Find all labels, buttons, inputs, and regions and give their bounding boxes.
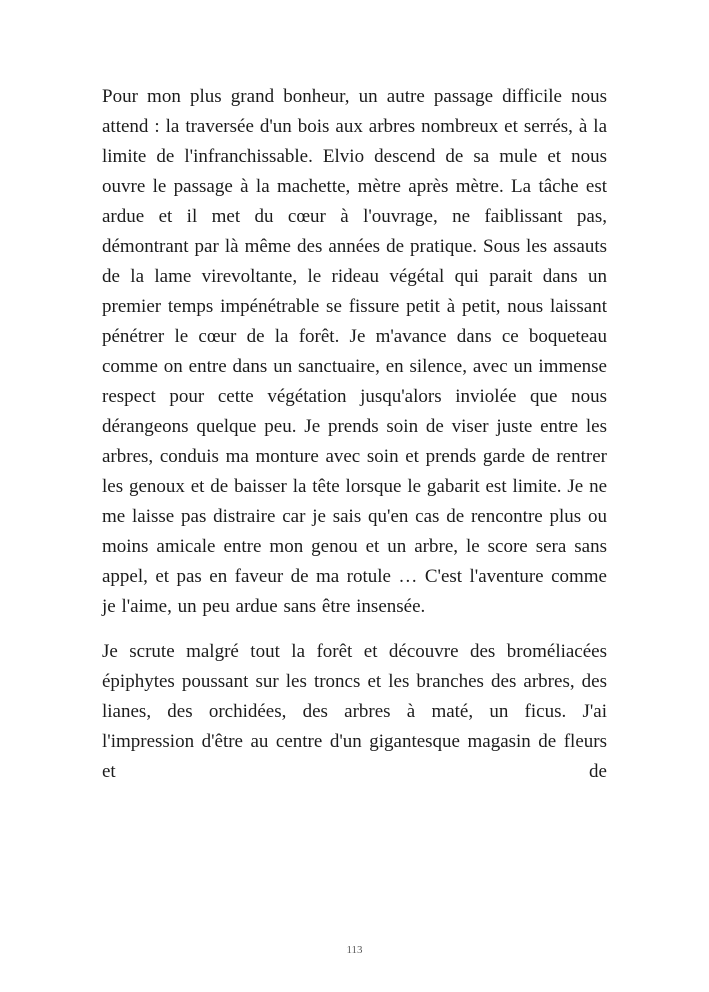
body-paragraph: Pour mon plus grand bonheur, un autre passage difficile nous attend : la traversée d'un bois aux arbres nombreux et serrés, à la limite de l'infranchissable. Elvio descend de sa mule et nous ouvre le passage à la machette, mètre après mètre. La tâche est ardue et il met du cœur à l'ouvrage, ne faiblissant pas, démontrant par là même des années de pratique. Sous les assauts de la lame virevoltante, le rideau végétal qui parait dans un premier temps impénétrable se fissure petit à petit, nous laissant pénétrer le cœur de la forêt. Je m'avance dans ce boqueteau comme on entre dans un sanctuaire, en silence, avec un immense respect pour cette végétation jusqu'alors inviolée que nous dérangeons quelque peu. Je prends soin de viser juste entre les arbres, conduis ma monture avec soin et prends garde de rentrer les genoux et de baisser la tête lorsque le gabarit est limite. Je ne me laisse pas distraire car je sais qu'en cas de rencontre plus ou moins amicale entre mon genou et un arbre, le score sera sans appel, et pas en faveur de ma rotule … C'est l'aventure comme je l'aime, un peu ardue sans être insensée.: [102, 86, 607, 617]
body-paragraph: Je scrute malgré tout la forêt et découvre des broméliacées épiphytes poussant sur les troncs et les branches des arbres, des lianes, des orchidées, des arbres à maté, un ficus. J'ai l'impression d'être au centre d'un gigantesque magasin de fleurs et de: [102, 641, 607, 782]
page-text-block: [102, 82, 607, 787]
page-number: 113: [346, 944, 363, 956]
